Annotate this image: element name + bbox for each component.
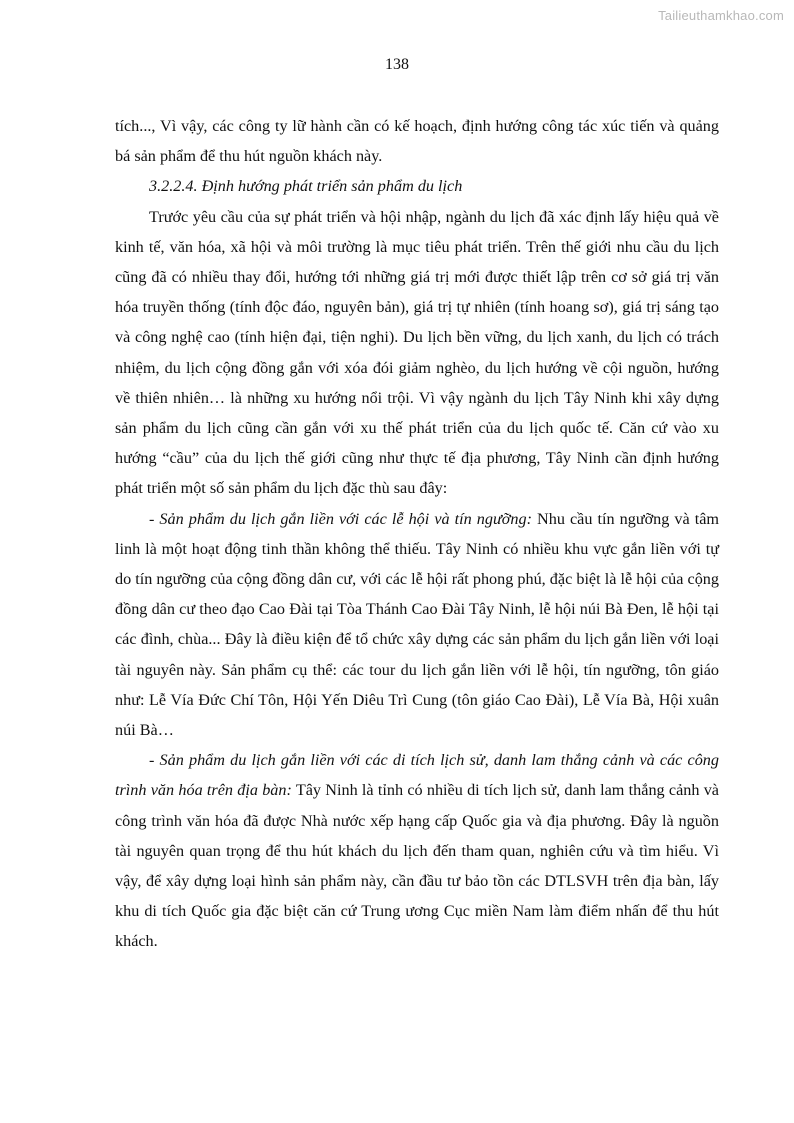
paragraph-body-festival: Nhu cầu tín ngưỡng và tâm linh là một hoạt động tinh thần không thể thiếu. Tây Ninh có nhiều khu vực gắn liền với tự do tín ngưỡng của cộng đồng dân cư, với các lễ hội rất phong phú, đặc biệt là lễ hội của cộng đồng dân cư theo đạo Cao Đài tại Tòa Thánh Cao Đài Tây Ninh, lễ hội núi Bà Đen, lễ hội tại các đình, chùa... Đây là điều kiện để tổ chức xây dựng các sản phẩm du lịch gắn liền với loại tài nguyên này. Sản phẩm cụ thể: các tour du lịch gắn liền với lễ hội, tín ngưỡng, tôn giáo như: Lễ Vía Đức Chí Tôn, Hội Yến Diêu Trì Cung (tôn giáo Cao Đài), Lễ Vía Bà, Hội xuân núi Bà… [115, 509, 719, 740]
paragraph-lead-festival: - Sản phẩm du lịch gắn liền với các lễ hội và tín ngưỡng: [149, 509, 533, 528]
paragraph-festival-products [115, 504, 719, 746]
paragraph-continuation: tích..., Vì vậy, các công ty lữ hành cần có kế hoạch, định hướng công tác xúc tiến và quảng bá sản phẩm để thu hút nguồn khách này. [115, 117, 719, 166]
document-body [115, 111, 719, 957]
section-heading: 3.2.2.4. Định hướng phát triển sản phẩm du lịch [149, 177, 463, 196]
paragraph-body-heritage: Tây Ninh là tỉnh có nhiều di tích lịch sử, danh lam thắng cảnh và công trình văn hóa đã được Nhà nước xếp hạng cấp Quốc gia và địa phương. Đây là nguồn tài nguyên quan trọng để thu hút khách du lịch đến tham quan, nghiên cứu và tìm hiểu. Vì vậy, để xây dựng loại hình sản phẩm này, cần đầu tư bảo tồn các DTLSVH trên địa bàn, lấy khu di tích Quốc gia đặc biệt căn cứ Trung ương Cục miền Nam làm điểm nhấn để thu hút khách. [115, 781, 719, 951]
paragraph-heritage-products [115, 745, 719, 956]
watermark: Tailieuthamkhao.com [658, 8, 784, 23]
page-number: 138 [385, 56, 409, 73]
paragraph-lead-heritage: - Sản phẩm du lịch gắn liền với các di tích lịch sử, danh lam thắng cảnh và các công trình văn hóa trên địa bàn: [115, 751, 719, 800]
paragraph-intro: Trước yêu cầu của sự phát triển và hội nhập, ngành du lịch đã xác định lấy hiệu quả về kinh tế, văn hóa, xã hội và môi trường là mục tiêu phát triển. Trên thế giới nhu cầu du lịch cũng đã có nhiều thay đổi, hướng tới những giá trị mới được thiết lập trên cơ sở giá trị văn hóa truyền thống (tính độc đáo, nguyên bản), giá trị tự nhiên (tính hoang sơ), giá trị sáng tạo và công nghệ cao (tính hiện đại, tiện nghi). Du lịch bền vững, du lịch xanh, du lịch có trách nhiệm, du lịch cộng đồng gắn với xóa đói giảm nghèo, du lịch hướng về cội nguồn, hướng về thiên nhiên… là những xu hướng nổi trội. Vì vậy ngành du lịch Tây Ninh khi xây dựng sản phẩm du lịch cũng cần gắn với xu thế phát triển của du lịch quốc tế. Căn cứ vào xu hướng “cầu” của du lịch thế giới cũng như thực tế địa phương, Tây Ninh cần định hướng phát triển một số sản phẩm du lịch đặc thù sau đây: [115, 207, 719, 498]
